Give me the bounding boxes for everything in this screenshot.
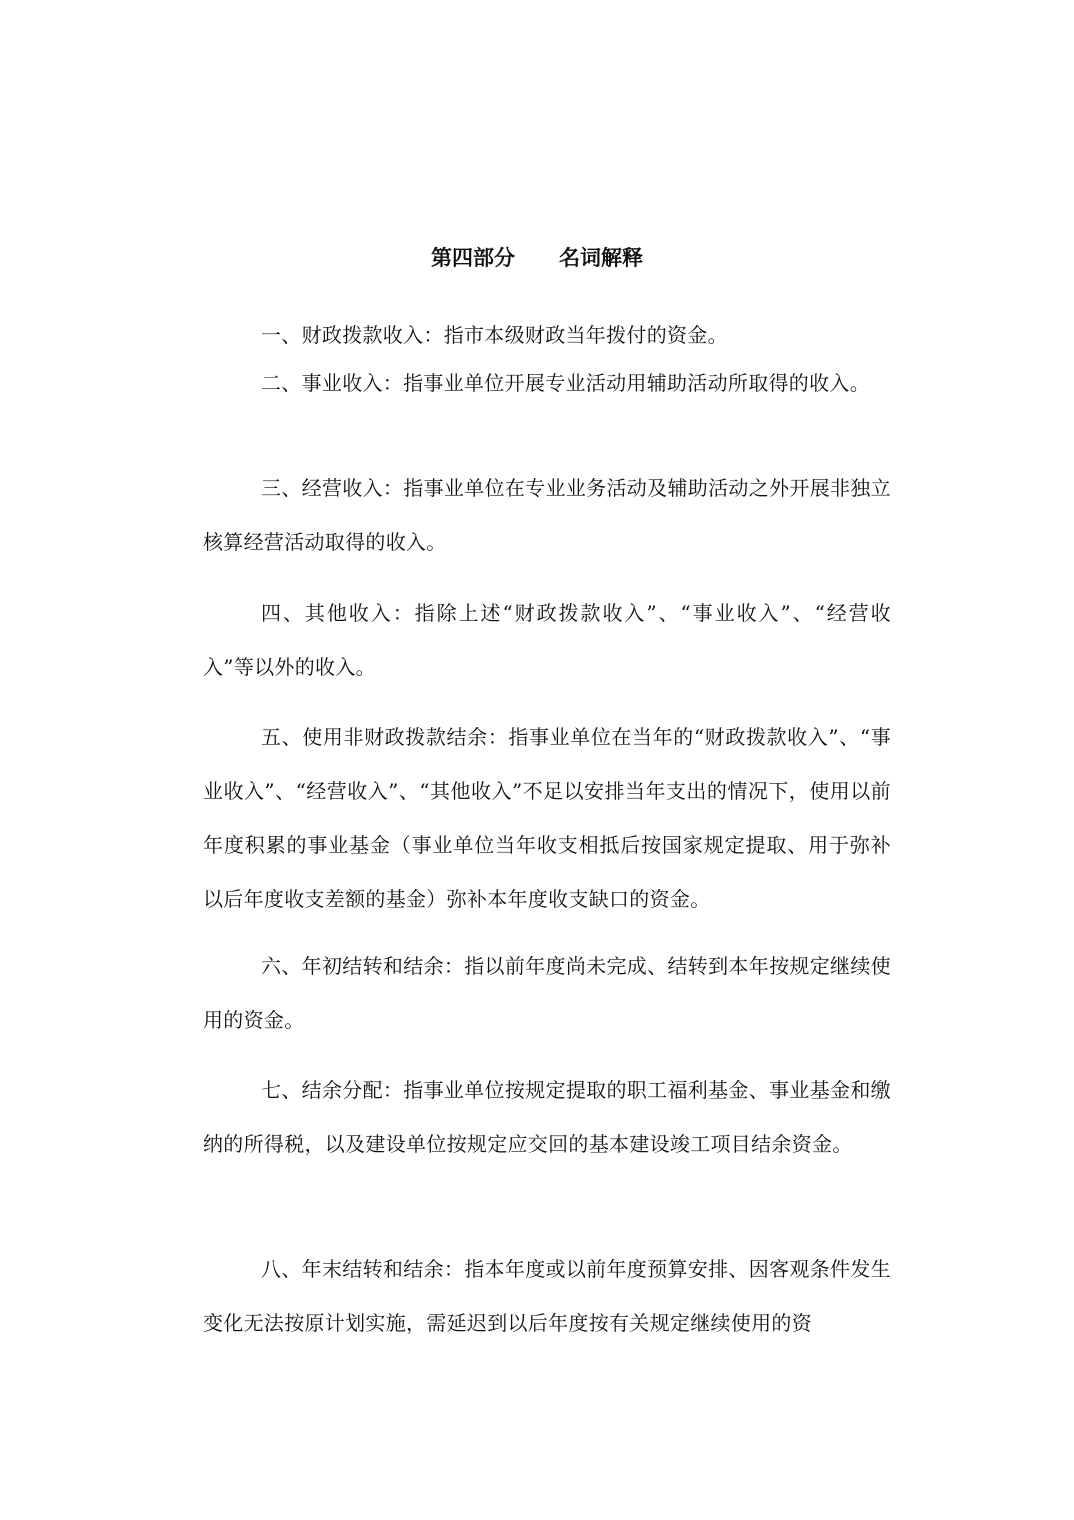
definition-paragraph-1: 一、财政拨款收入：指市本级财政当年拨付的资金。 xyxy=(261,323,728,347)
definition-paragraph-3: 三、经营收入：指事业单位在专业业务活动及辅助活动之外开展非独立核算经营活动取得的收入。 xyxy=(203,476,891,554)
definition-paragraph-8: 八、年末结转和结余：指本年度或以前年度预算安排、因客观条件发生变化无法按原计划实施，需延迟到以后年度按有关规定继续使用的资 xyxy=(203,1257,891,1335)
section-name: 名词解释 xyxy=(559,245,643,270)
definition-paragraph-7: 七、结余分配：指事业单位按规定提取的职工福利基金、事业基金和缴纳的所得税，以及建设单位按规定应交回的基本建设竣工项目结余资金。 xyxy=(203,1078,891,1156)
definition-paragraph-5: 五、使用非财政拨款结余：指事业单位在当年的“财政拨款收入”、“事业收入”、“经营收入”、“其他收入”不足以安排当年支出的情况下，使用以前年度积累的事业基金（事业单位当年收支相抵后按国家规定提取、用于弥补以后年度收支差额的基金）弥补本年度收支缺口的资金。 xyxy=(203,725,891,911)
section-number: 第四部分 xyxy=(431,245,515,270)
definition-paragraph-4: 四、其他收入：指除上述“财政拨款收入”、“事业收入”、“经营收入”等以外的收入。 xyxy=(203,601,891,679)
definition-paragraph-2: 二、事业收入：指事业单位开展专业活动用辅助活动所取得的收入。 xyxy=(261,371,870,395)
section-title xyxy=(0,240,1074,276)
definition-paragraph-6: 六、年初结转和结余：指以前年度尚未完成、结转到本年按规定继续使用的资金。 xyxy=(203,954,891,1032)
